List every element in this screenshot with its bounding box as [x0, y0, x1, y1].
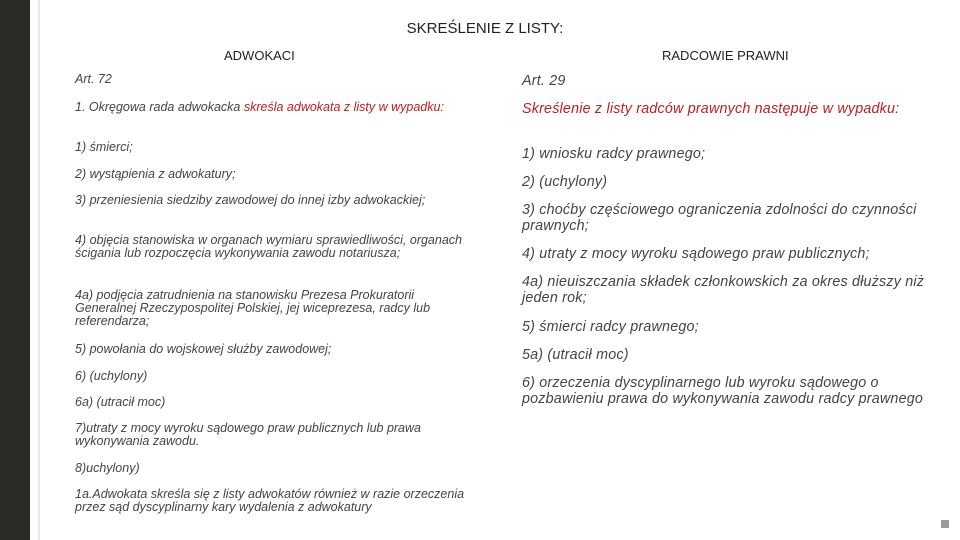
right-column-header: RADCOWIE PRAWNI [662, 48, 789, 63]
left-item: 5) powołania do wojskowej służby zawodowej; [75, 342, 332, 356]
right-item: 3) choćby częściowego ograniczenia zdolności do czynności prawnych; [522, 202, 917, 234]
left-column-header: ADWOKACI [224, 48, 295, 63]
left-item: 4) objęcia stanowiska w organach wymiaru sprawiedliwości, organach ścigania lub rozpoczęcia wykonywania zawodu notariusza; [75, 233, 462, 260]
left-item: 3) przeniesienia siedziby zawodowej do innej izby adwokackiej; [75, 193, 426, 207]
right-item: 5) śmierci radcy prawnego; [522, 319, 699, 335]
right-intro [522, 102, 899, 118]
left-intro [75, 101, 444, 114]
right-item: 5a) (utracił moc) [522, 347, 629, 363]
right-item: 4) utraty z mocy wyroku sądowego praw publicznych; [522, 246, 870, 262]
left-item: 1a.Adwokata skreśla się z listy adwokatów również w razie orzeczenia przez sąd dyscyplinarny kary wydalenia z adwokatury [75, 487, 465, 514]
right-intro-highlight: Skreślenie z listy radców prawnych następuje w wypadku [522, 101, 896, 117]
left-item: 8)uchylony) [75, 461, 140, 475]
left-item: 6a) (utracił moc) [75, 395, 166, 409]
right-item: 2) (uchylony) [522, 174, 608, 190]
right-item: 4a) nieuiszczania składek członkowskich za okres dłuższy niż jeden rok; [522, 274, 925, 306]
right-item: 1) wniosku radcy prawnego; [522, 146, 706, 162]
left-item: 7)utraty z mocy wyroku sądowego praw publicznych lub prawa wykonywania zawodu. [75, 421, 421, 448]
left-accent-bar [0, 0, 30, 540]
left-item: 4a) podjęcia zatrudnienia na stanowisku Prezesa Prokuratorii Generalnej Rzeczypospolitej Polskiej, jej wiceprezesa, radcy lub referendarza; [75, 288, 431, 328]
accent-rule [38, 0, 40, 540]
right-intro-tail: : [895, 101, 900, 117]
left-item: 2) wystąpienia z adwokatury; [75, 167, 236, 181]
left-intro-text: 1. Okręgowa rada adwokacka [75, 100, 244, 114]
right-item: 6) orzeczenia dyscyplinarnego lub wyroku sądowego o pozbawieniu prawa do wykonywania zawodu radcy prawnego [522, 375, 924, 407]
corner-square [941, 520, 949, 528]
left-item: 1) śmierci; [75, 140, 133, 154]
slide-title: SKREŚLENIE Z LISTY: [406, 20, 564, 37]
left-intro-highlight: skreśla adwokata z listy w wypadku: [243, 100, 444, 114]
left-item: 6) (uchylony) [75, 369, 148, 383]
left-article: Art. 72 [75, 72, 112, 86]
right-article: Art. 29 [522, 73, 566, 89]
